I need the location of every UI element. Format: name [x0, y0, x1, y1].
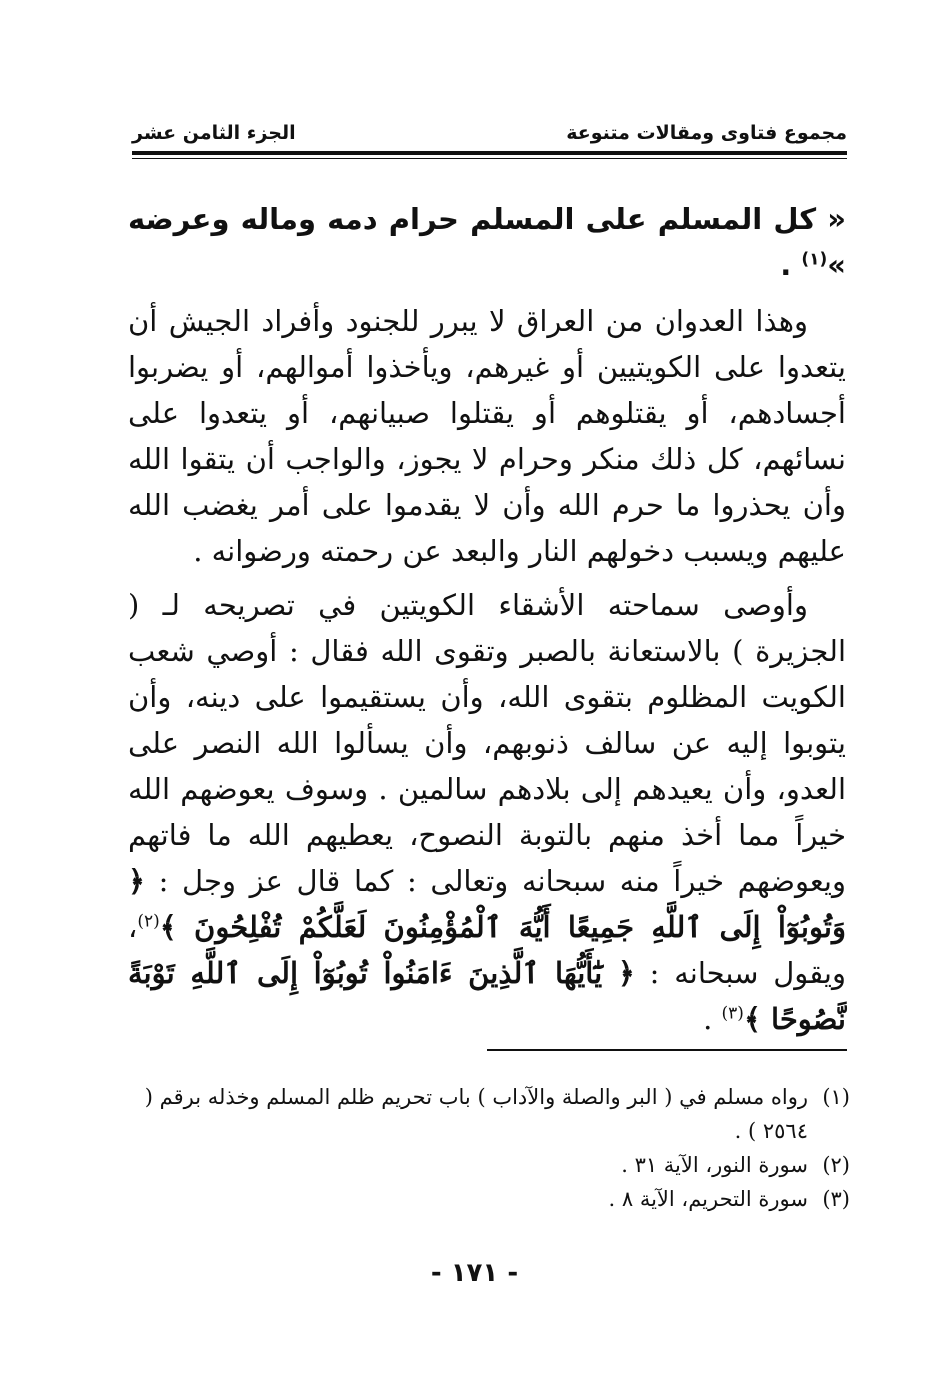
footnote-text: سورة النور، الآية ٣١ .	[621, 1153, 808, 1177]
header-rule-thick	[132, 151, 847, 155]
volume-label: الجزء الثامن عشر	[132, 122, 296, 144]
paragraph-2	[128, 582, 846, 1042]
footnotes	[128, 1080, 850, 1216]
footnote-ref-2: (٢)	[137, 911, 160, 932]
paragraph-1: وهذا العدوان من العراق لا يبرر للجنود وأفراد الجيش أن يتعدوا على الكويتيين أو غيرهم، ويأخذوا أموالهم، أو يضربوا أجسادهم، أو يقتلوهم أو يقتلوا صبيانهم، أو يتعدوا على نسائهم، كل ذلك منكر وحرام لا يجوز، والواجب أن يتقوا الله وأن يحذروا ما حرم الله وأن لا يقدموا على أمر يغضب الله عليهم ويسبب دخولهم النار والبعد عن رحمته ورضوانه .	[128, 304, 846, 568]
page-number: - ١٧١ -	[430, 1258, 519, 1288]
hadith-quote	[128, 196, 846, 288]
hadith-tail: .	[780, 248, 802, 282]
verse-connector: ، ويقول سبحانه :	[128, 910, 847, 990]
footnote-ref-3: (٣)	[721, 1003, 744, 1024]
footnote-ref-1: (١)	[801, 249, 828, 270]
footnote-separator	[487, 1049, 847, 1051]
paragraph-2-text: وأوصى سماحته الأشقاء الكويتين في تصريحه لـ ( الجزيرة ) بالاستعانة بالصبر وتقوى الله فقال : أوصي شعب الكويت المظلوم بتقوى الله، وأن يستقيموا على دينه، وأن يتوبوا إليه عن سالف ذنوبهم، وأن يسألوا الله النصر على العدو، وأن يعيدهم إلى بلادهم سالمين . وسوف يعوضهم الله خيراً مما أخذ منهم بالتوبة النصوح، يعطيهم الله ما فاتهم ويعوضهم خيراً منه سبحانه وتعالى : كما قال عز وجل :	[128, 588, 846, 898]
footnote-3	[128, 1182, 850, 1216]
paragraph-2-tail: .	[703, 1002, 722, 1036]
main-text	[128, 196, 846, 1050]
footnote-number: (٢)	[822, 1153, 850, 1177]
hadith-text: « كل المسلم على المسلم حرام دمه وماله وعرضه »	[128, 202, 846, 282]
footnote-2	[128, 1148, 850, 1182]
header-rule-thin	[132, 158, 847, 159]
quran-verse-2: ﴿ يَٰٓأَيُّهَا ٱلَّذِينَ ءَامَنُواْ تُوبُوٓاْ إِلَى ٱللَّهِ تَوْبَةً نَّصُوحًا ﴾	[128, 956, 846, 1036]
footnote-number: (٣)	[822, 1187, 850, 1211]
footnote-number: (١)	[822, 1085, 850, 1109]
footnote-text: سورة التحريم، الآية ٨ .	[608, 1187, 808, 1211]
running-header	[132, 120, 847, 146]
footnote-1	[128, 1080, 850, 1148]
book-title: مجموع فتاوى ومقالات متنوعة	[566, 122, 847, 144]
footnote-text: رواه مسلم في ( البر والصلة والآداب ) باب تحريم ظلم المسلم وخذله برقم ( ٢٥٦٤ ) .	[144, 1085, 808, 1143]
quran-verse-1: ﴿ وَتُوبُوٓاْ إِلَى ٱللَّهِ جَمِيعًا أَيُّهَ ٱلْمُؤْمِنُونَ لَعَلَّكُمْ تُفْلِحُونَ ﴾	[128, 864, 846, 944]
